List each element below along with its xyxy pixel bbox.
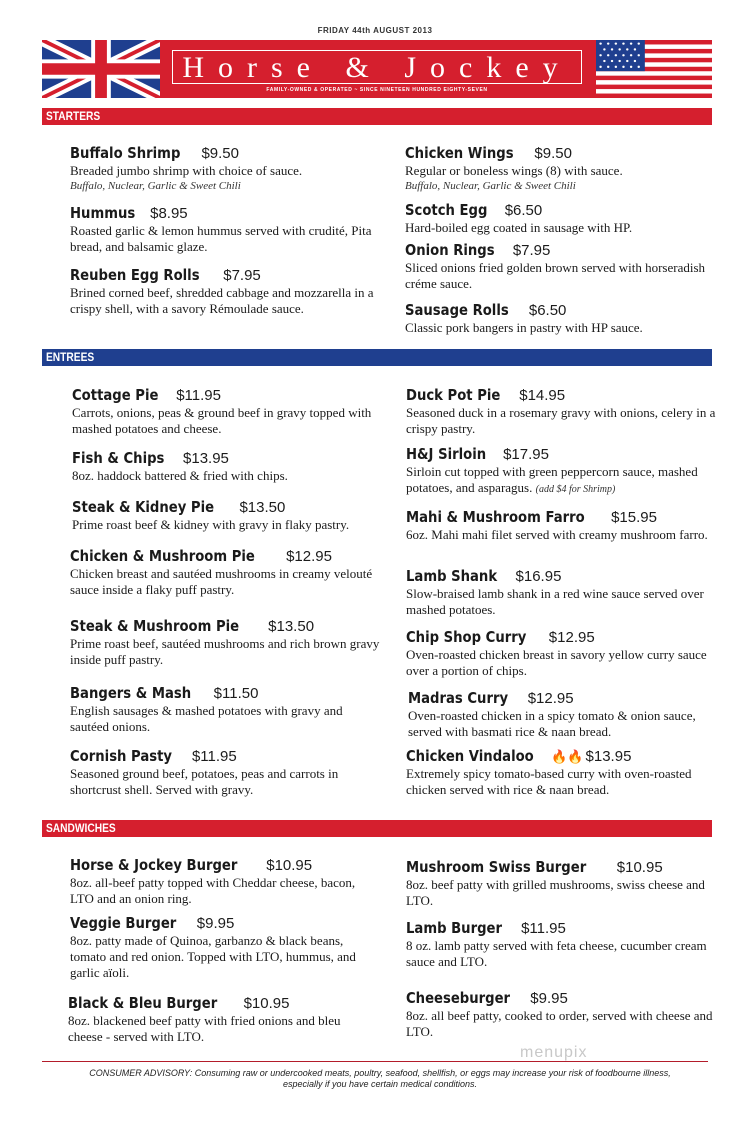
consumer-advisory: CONSUMER ADVISORY: Consuming raw or undercooked meats, poultry, seafood, shellfish, or eggs may increase your risk of foodbourne illness, especially if you have certain medical conditions. [89,1068,671,1089]
item-name: Fish & Chips [72,449,165,467]
menu-item [68,993,378,1045]
item-name: H&J Sirloin [406,445,487,463]
section-entrees [42,349,712,366]
item-name: Steak & Kidney Pie [72,498,215,516]
item-price: $10.95 [266,857,313,874]
menu-item [405,300,715,336]
menu-item [72,385,382,437]
menu-item [405,143,715,193]
item-price: $7.95 [512,242,551,259]
item-name: Steak & Mushroom Pie [70,617,240,635]
menu-item [70,203,380,255]
item-description: Carrots, onions, peas & ground beef in gravy topped with mashed potatoes and cheese. [72,405,372,436]
item-price: $13.50 [239,499,286,516]
item-description: Oven-roasted chicken in a spicy tomato & onion sauce, served with basmati rice & naan bread. [408,708,696,739]
header-banner [42,40,712,98]
menu-item [70,855,380,907]
menu-item [406,857,716,909]
item-note: (add $4 for Shrimp) [535,484,616,495]
item-description: Prime roast beef, sautéed mushrooms and rich brown gravy inside puff pastry. [70,636,380,667]
item-price: $8.95 [150,205,188,222]
menu-item [408,688,718,740]
divider [42,1061,708,1062]
item-price: $13.95 [183,450,229,467]
us-flag-icon [596,40,712,98]
item-name: Chip Shop Curry [406,628,527,646]
item-description: 8oz. beef patty with grilled mushrooms, swiss cheese and LTO. [406,877,705,908]
menu-item [405,240,715,292]
item-description: 8oz. all-beef patty topped with Cheddar cheese, bacon, LTO and an onion ring. [70,875,356,906]
item-price: $11.95 [521,920,566,937]
menu-item [70,683,380,735]
item-name: Bangers & Mash [70,684,192,702]
item-description: Seasoned duck in a rosemary gravy with onions, celery in a crispy pastry. [406,405,716,436]
item-name: Mushroom Swiss Burger [406,858,587,876]
menu-item [405,200,715,236]
item-price: $17.95 [503,446,549,463]
menu-item [406,627,716,679]
menu-item [406,746,716,798]
item-name: Lamb Shank [406,567,498,585]
item-name: Lamb Burger [406,919,503,937]
item-name: Veggie Burger [70,914,177,932]
menu-item [406,918,716,970]
item-note: Buffalo, Nuclear, Garlic & Sweet Chili [405,180,576,192]
item-price: $10.95 [616,859,663,876]
item-name: Onion Rings [405,241,495,259]
item-price: $13.95 [585,748,632,765]
item-name: Horse & Jockey Burger [70,856,238,874]
item-name: Hummus [70,204,136,222]
section-sandwiches [42,820,712,837]
item-price: $12.95 [527,690,574,707]
item-price: $16.95 [515,568,562,585]
item-price: $9.95 [196,915,235,932]
restaurant-tagline: FAMILY-OWNED & OPERATED ~ SINCE NINETEEN HUNDRED EIGHTY-SEVEN [266,87,488,93]
restaurant-title: Horse & Jockey [182,51,572,84]
item-price: $6.50 [528,302,567,319]
item-price: $9.50 [534,145,572,162]
item-price: $9.50 [201,145,239,162]
menu-item [406,988,716,1040]
item-description: Slow-braised lamb shank in a red wine sauce served over mashed potatoes. [406,586,704,617]
item-description: Chicken breast and sautéed mushrooms in creamy velouté sauce inside a flaky puff pastry. [70,566,373,597]
item-name: Cornish Pasty [70,747,173,765]
menu-item [406,507,716,543]
item-name: Reuben Egg Rolls [70,266,200,284]
menu-item [406,566,716,618]
item-description: Roasted garlic & lemon hummus served with crudité, Pita bread, and balsamic glaze. [70,223,372,254]
item-description: Sirloin cut topped with green peppercorn sauce, mashed potatoes, and asparagus. [406,464,698,495]
item-description: 8oz. patty made of Quinoa, garbanzo & black beans, tomato and red onion. Topped with LTO, hummus, and garlic aïoli. [70,933,356,980]
item-name: Sausage Rolls [405,301,509,319]
item-description: Hard-boiled egg coated in sausage with HP. [405,220,633,235]
item-description: 8oz. blackened beef patty with fried onions and bleu cheese - served with LTO. [68,1013,341,1044]
item-description: Seasoned ground beef, potatoes, peas and carrots in shortcrust shell. Served with gravy. [70,766,339,797]
menu-item [72,497,382,533]
menu-item [406,385,716,437]
item-name: Black & Bleu Burger [68,994,218,1012]
item-price: $14.95 [519,387,566,404]
item-description: Brined corned beef, shredded cabbage and mozzarella in a crispy shell, with a savory Rémoulade sauce. [70,285,374,316]
menu-item [72,448,382,484]
section-title: ENTREES [46,350,95,364]
item-name: Chicken Wings [405,144,514,162]
uk-flag-icon [42,40,160,98]
item-description: Regular or boneless wings (8) with sauce. [405,163,623,178]
item-description: Extremely spicy tomato-based curry with oven-roasted chicken served with rice & naan bread. [406,766,692,797]
item-name: Chicken Vindaloo [406,747,534,765]
item-name: Duck Pot Pie [406,386,501,404]
item-price: $7.95 [223,267,261,284]
menu-item [70,265,380,317]
item-price: $11.95 [176,387,221,404]
item-price: $11.95 [191,748,237,765]
item-description: Sliced onions fried golden brown served with horseradish créme sauce. [405,260,706,291]
item-name: Mahi & Mushroom Farro [406,508,585,526]
item-price: $12.95 [286,548,332,565]
menu-date: FRIDAY 44th AUGUST 2013 [317,26,433,35]
item-note: Buffalo, Nuclear, Garlic & Sweet Chili [70,180,241,192]
item-price: $10.95 [243,995,290,1012]
item-name: Buffalo Shrimp [70,144,181,162]
menu-item [70,913,380,981]
section-title: STARTERS [46,109,101,123]
menu-item [70,546,380,598]
item-price: $12.95 [548,629,595,646]
item-name: Cheeseburger [406,989,511,1007]
spicy-flame-icon: 🔥🔥 [551,749,584,764]
item-description: Prime roast beef & kidney with gravy in flaky pastry. [72,517,350,532]
menu-item [406,444,716,497]
item-description: English sausages & mashed potatoes with gravy and sautéed onions. [70,703,343,734]
item-description: Classic pork bangers in pastry with HP sauce. [405,320,643,335]
item-description: 8oz. all beef patty, cooked to order, served with cheese and LTO. [406,1008,713,1039]
section-starters [42,108,712,125]
menu-item [70,616,380,668]
item-description: 6oz. Mahi mahi filet served with creamy mushroom farro. [406,527,708,542]
watermark: menupix [520,1044,588,1061]
item-price: $9.95 [530,990,568,1007]
menu-item [70,143,380,193]
item-name: Cottage Pie [72,386,159,404]
item-name: Madras Curry [408,689,509,707]
item-description: 8 oz. lamb patty served with feta cheese, cucumber cream sauce and LTO. [406,938,707,969]
menu-item [70,746,380,798]
item-price: $15.95 [611,509,657,526]
section-title: SANDWICHES [46,821,116,835]
item-price: $11.50 [213,685,259,702]
item-description: 8oz. haddock battered & fried with chips. [72,468,288,483]
item-name: Chicken & Mushroom Pie [70,547,255,565]
item-name: Scotch Egg [405,201,488,219]
item-price: $6.50 [504,202,543,219]
item-price: $13.50 [268,618,315,635]
item-description: Oven-roasted chicken breast in savory yellow curry sauce over a portion of chips. [406,647,707,678]
item-description: Breaded jumbo shrimp with choice of sauce. [70,163,303,178]
